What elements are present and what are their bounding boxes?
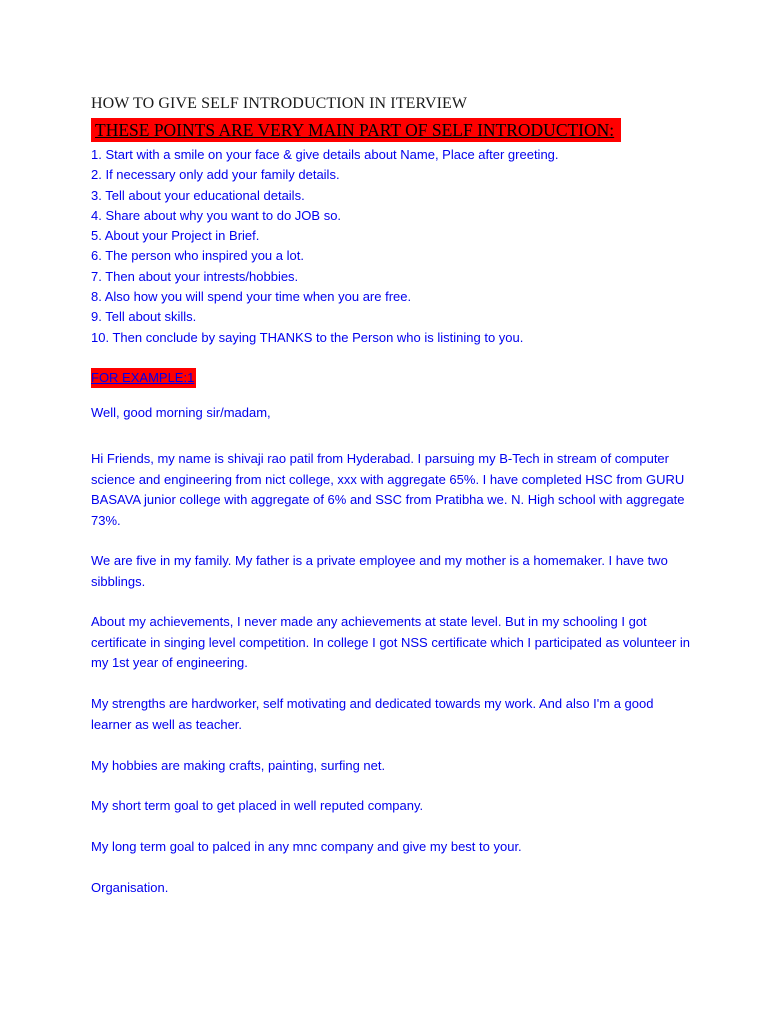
list-item: 9. Tell about skills. [91, 309, 197, 325]
paragraph-hobbies: My hobbies are making crafts, painting, surfing net. [91, 758, 386, 773]
list-item: 4. Share about why you want to do JOB so. [91, 207, 342, 223]
paragraph-family: We are five in my family. My father is a private employee and my mother is a homemaker. I have two sibblings. [91, 553, 668, 589]
paragraph-achievements: About my achievements, I never made any achievements at state level. But in my schooling I got certificate in singing level competition. In college I got NSS certificate which I participated as volunteer in my 1st year of engineering. [91, 614, 691, 670]
paragraph-strengths: My strengths are hardworker, self motivating and dedicated towards my work. And also I'm a good learner as well as teacher. [91, 696, 654, 732]
list-item: 2. If necessary only add your family details. [91, 167, 340, 183]
document-title: HOW TO GIVE SELF INTRODUCTION IN ITERVIEW [91, 95, 468, 112]
paragraph-long-term-goal: My long term goal to palced in any mnc company and give my best to your. [91, 839, 522, 854]
paragraph-closing: Organisation. [91, 880, 169, 895]
paragraph-greeting: Well, good morning sir/madam, [91, 405, 271, 420]
example-heading: FOR EXAMPLE:1 [91, 368, 196, 388]
list-item: 10. Then conclude by saying THANKS to the Person who is listining to you. [91, 329, 524, 345]
paragraph-intro: Hi Friends, my name is shivaji rao patil from Hyderabad. I parsuing my B-Tech in stream of computer science and engineering from nict college, xxx with aggregate 65%. I have completed HSC from GURU BASAVA junior college with aggregate of 6% and SSC from Pratibha we. N. High school with aggregate 73%. [91, 451, 685, 528]
banner-text: THESE POINTS ARE VERY MAIN PART OF SELF INTRODUCTION: [95, 120, 615, 140]
list-item: 6. The person who inspired you a lot. [91, 248, 304, 264]
list-item: 7. Then about your intrests/hobbies. [91, 268, 299, 284]
list-item: 8. Also how you will spend your time when you are free. [91, 289, 412, 305]
list-item: 3. Tell about your educational details. [91, 187, 305, 203]
points-list [91, 145, 559, 348]
highlight-banner [91, 118, 621, 142]
list-item: 5. About your Project in Brief. [91, 228, 260, 244]
paragraph-short-term-goal: My short term goal to get placed in well reputed company. [91, 798, 424, 813]
list-item: 1. Start with a smile on your face & give details about Name, Place after greeting. [91, 147, 559, 162]
